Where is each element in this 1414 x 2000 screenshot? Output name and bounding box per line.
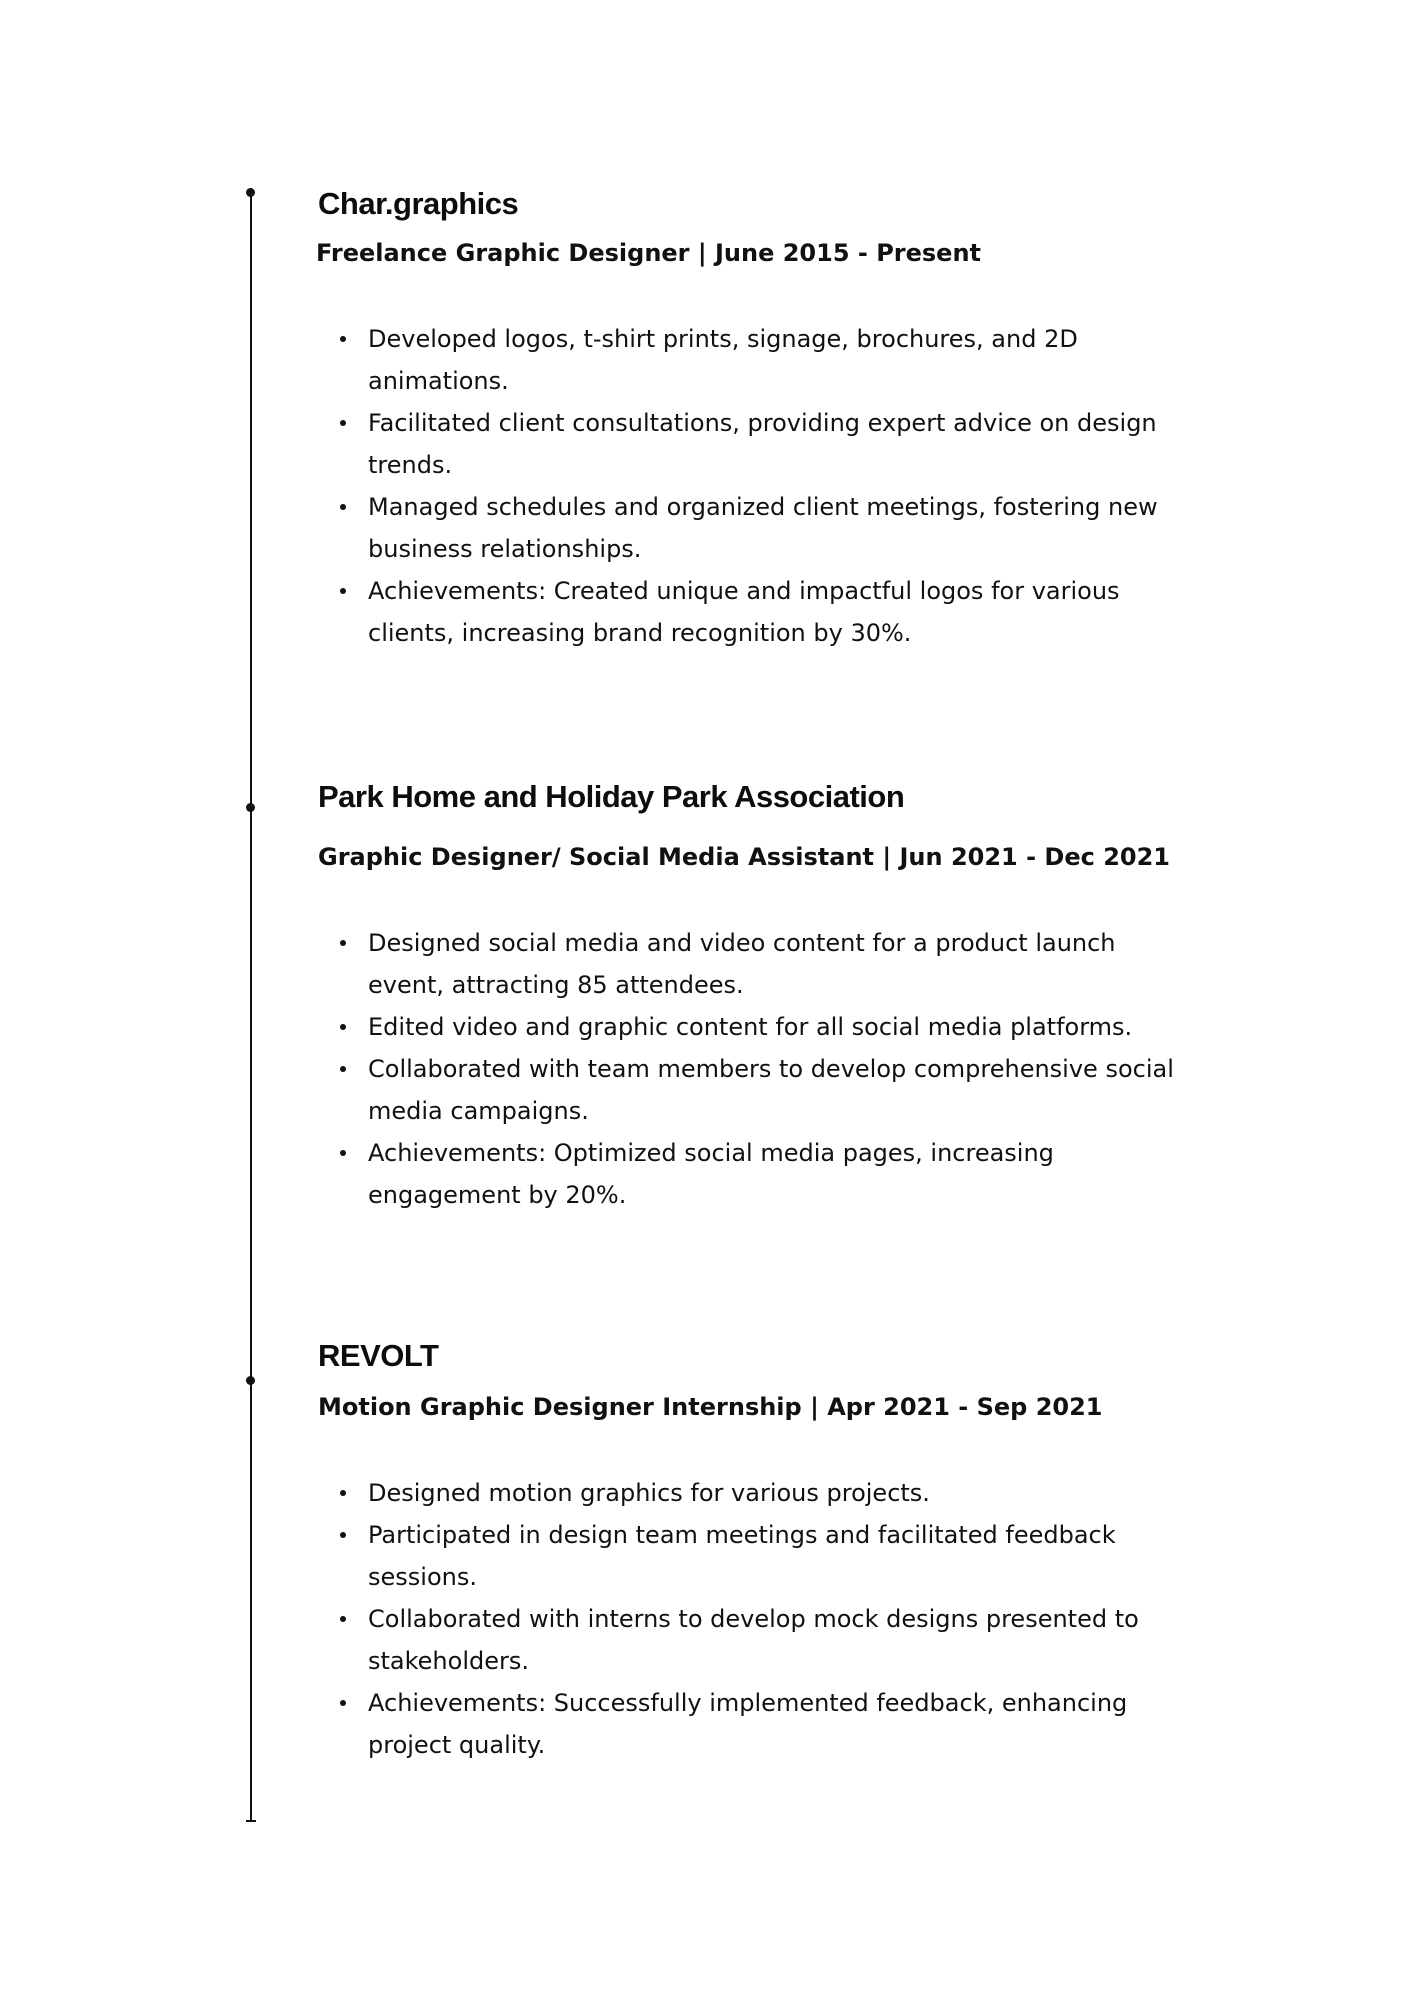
timeline-dot: [246, 188, 255, 197]
list-item: Designed motion graphics for various projects.: [318, 1472, 1198, 1514]
list-item: Edited video and graphic content for all social media platforms.: [318, 1006, 1198, 1048]
responsibility-list: [318, 922, 1198, 1216]
list-item: Collaborated with interns to develop mock designs presented to stakeholders.: [318, 1598, 1198, 1682]
responsibility-list: [318, 1472, 1198, 1766]
timeline-dot: [246, 803, 255, 812]
timeline-dot: [246, 1376, 255, 1385]
list-item: Achievements: Optimized social media pages, increasing engagement by 20%.: [318, 1132, 1198, 1216]
list-item: Participated in design team meetings and facilitated feedback sessions.: [318, 1514, 1198, 1598]
company-name: Park Home and Holiday Park Association: [318, 779, 905, 814]
timeline-line: [250, 188, 252, 1822]
responsibility-list: [318, 318, 1198, 654]
experience-entry-char-graphics: [318, 184, 1198, 654]
company-name: Char.graphics: [318, 186, 519, 221]
list-item: Facilitated client consultations, providing expert advice on design trends.: [318, 402, 1198, 486]
list-item: Developed logos, t-shirt prints, signage, brochures, and 2D animations.: [318, 318, 1198, 402]
job-title-and-dates: Graphic Designer/ Social Media Assistant | Jun 2021 - Dec 2021: [318, 843, 1170, 871]
list-item: Managed schedules and organized client meetings, fostering new business relationships.: [318, 486, 1198, 570]
experience-entry-park-home: [318, 777, 1198, 1216]
job-title-and-dates: Motion Graphic Designer Internship | Apr 2021 - Sep 2021: [318, 1393, 1103, 1421]
timeline-end-mark: [246, 1820, 256, 1822]
list-item: Designed social media and video content for a product launch event, attracting 85 attendees.: [318, 922, 1198, 1006]
list-item: Achievements: Created unique and impactful logos for various clients, increasing brand recognition by 30%.: [318, 570, 1198, 654]
job-title-and-dates: Freelance Graphic Designer | June 2015 - Present: [316, 239, 982, 267]
list-item: Achievements: Successfully implemented feedback, enhancing project quality.: [318, 1682, 1198, 1766]
company-name: REVOLT: [318, 1338, 439, 1373]
list-item: Collaborated with team members to develop comprehensive social media campaigns.: [318, 1048, 1198, 1132]
experience-entry-revolt: [318, 1336, 1198, 1766]
